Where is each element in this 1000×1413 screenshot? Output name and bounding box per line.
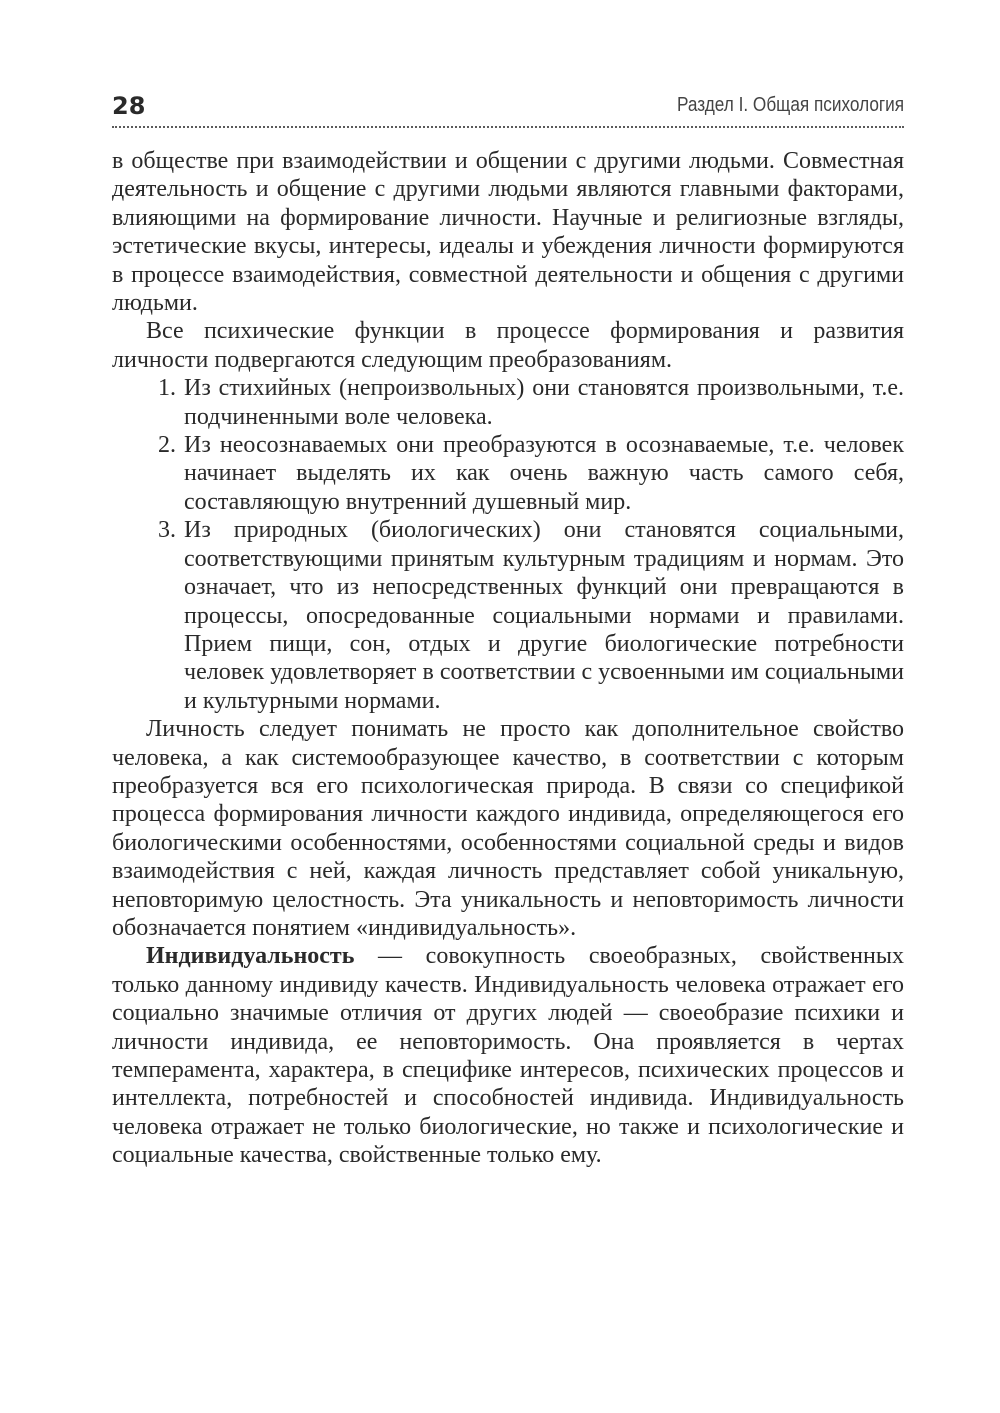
- running-head: Раздел I. Общая психология: [676, 94, 904, 116]
- list-item-number: 1.: [158, 375, 176, 402]
- list-item-text: Из стихийных (непроизвольных) они становятся произвольными, т.е. подчиненными воле человека.: [184, 375, 904, 430]
- list-item: [158, 516, 904, 715]
- list-item-text: Из неосознаваемых они преобразуются в осознаваемые, т.е. человек начинает выделять их как очень важную часть самого себя, составляющую внутренний душевный мир.: [184, 432, 904, 515]
- list-item-number: 3.: [158, 517, 176, 544]
- paragraph: Все психические функции в процессе формирования и развития личности подвергаются следующим преобразованиям.: [112, 318, 904, 373]
- page-header: [112, 88, 904, 128]
- list-item: [158, 431, 904, 516]
- numbered-list: [112, 374, 904, 715]
- defined-term: Индивидуальность: [146, 943, 355, 970]
- body-text: [112, 147, 904, 1170]
- paragraph: Личность следует понимать не просто как дополнительное свойство человека, а как системообразующее качество, в соответствии с которым преобразуется вся его психологическая природа. В связи со спецификой процесса формирования личности каждого индивида, определяющегося его биологическими особенностями, особенностями социальной среды и видов взаимодействия с ней, каждая личность представляет собой уникальную, неповторимую целостность. Эта уникальность и неповторимость личности обозначается понятием «индивидуальность».: [112, 716, 904, 941]
- definition-text: — совокупность своеобразных, свойственных только данному индивиду качеств. Индивидуальность человека отражает его социально значимые отличия от других людей — своеобразие психики и личности индивида, ее неповторимость. Она проявляется в чертах темперамента, характера, в специфике интересов, психических процессов и интеллекта, потребностей и способностей индивида. Индивидуальность человека отражает не только биологические, но также и психологические и социальные качества, свойственные только ему.: [112, 943, 904, 1169]
- page-number: 28: [112, 92, 146, 120]
- paragraph: в обществе при взаимодействии и общении с другими людьми. Совместная деятельность и общение с другими людьми являются главными факторами, влияющими на формирование личности. Научные и религиозные взгляды, эстетические вкусы, интересы, идеалы и убеждения личности формируются в процессе взаимодействия, совместной деятельности и общения с другими людьми.: [112, 148, 904, 317]
- paragraph-definition: [112, 942, 904, 1169]
- list-item-text: Из природных (биологических) они становятся социальными, соответствующими принятым культурным традициям и нормам. Это означает, что из непосредственных функций они превращаются в процессы, опосредованные социальными нормами и правилами. Прием пищи, сон, отдых и другие биологические потребности человек удовлетворяет в соответствии с усвоенными им социальными и культурными нормами.: [184, 517, 904, 714]
- list-item-number: 2.: [158, 432, 176, 459]
- list-item: [158, 374, 904, 431]
